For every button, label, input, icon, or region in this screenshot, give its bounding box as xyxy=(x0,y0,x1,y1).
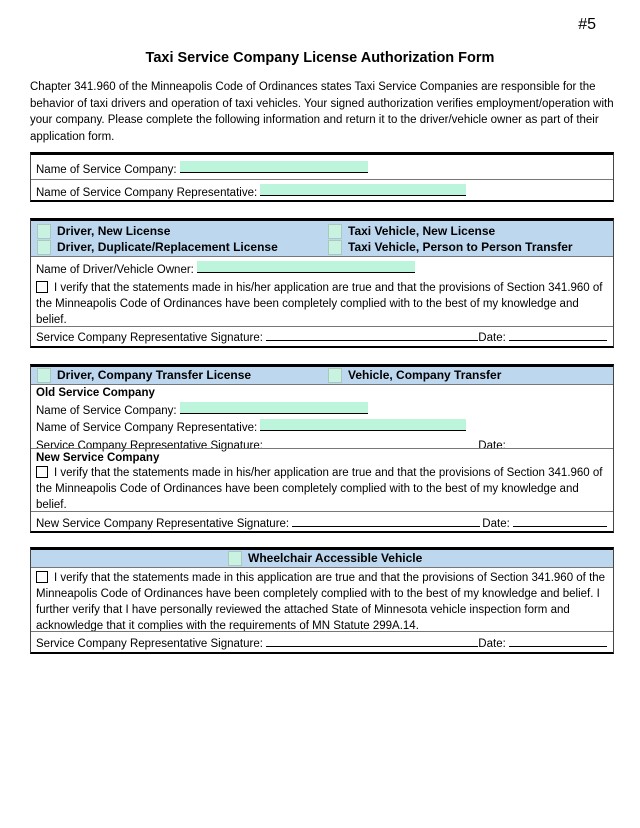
new-verify-row xyxy=(36,465,608,513)
signature-row xyxy=(31,326,613,345)
owner-name-field[interactable] xyxy=(197,261,415,273)
option-vehicle-transfer xyxy=(328,240,573,255)
old-rep-name-label: Name of Service Company Representative: xyxy=(36,422,258,434)
representative-name-row xyxy=(31,179,613,202)
verify-row xyxy=(31,278,613,326)
new-company-heading: New Service Company xyxy=(36,452,160,464)
company-transfer-header xyxy=(31,367,613,384)
wheelchair-verify-text: I verify that the statements made in this application are true and that the provisions of Section 341.960 of the Minneapolis Code of Ordinances have been completely complied with to the best of my knowledge and belief. I further verify that I have personally reviewed the attached State of Minnesota vehicle inspection form and acknowledge that it complies with the requirements of MN Statute 299A.14. xyxy=(36,572,606,632)
wheelchair-label: Wheelchair Accessible Vehicle xyxy=(248,551,423,565)
driver-company-transfer-label: Driver, Company Transfer License xyxy=(57,368,252,382)
license-type-header xyxy=(31,221,613,256)
vehicle-transfer-checkbox[interactable] xyxy=(328,240,342,255)
wheelchair-header xyxy=(31,550,613,567)
new-signature-label: New Service Company Representative Signature: xyxy=(36,518,290,530)
old-company-name-field[interactable] xyxy=(180,402,368,414)
owner-name-label: Name of Driver/Vehicle Owner: xyxy=(36,264,194,276)
option-driver-new xyxy=(37,224,170,239)
wheelchair-checkbox[interactable] xyxy=(228,551,242,566)
verify-checkbox[interactable] xyxy=(36,281,48,293)
service-company-section xyxy=(30,152,614,202)
old-company-name-label: Name of Service Company: xyxy=(36,404,177,417)
wheelchair-section xyxy=(30,547,614,654)
new-signature-field[interactable] xyxy=(292,515,480,527)
vehicle-company-transfer-label: Vehicle, Company Transfer xyxy=(348,368,502,382)
new-signature-row xyxy=(31,511,613,531)
wheelchair-date-group xyxy=(478,632,607,656)
option-vehicle-company-transfer xyxy=(328,367,501,384)
signature-label: Service Company Representative Signature: xyxy=(36,332,263,344)
driver-new-checkbox[interactable] xyxy=(37,224,51,239)
driver-company-transfer-checkbox[interactable] xyxy=(37,368,51,383)
verify-text: I verify that the statements made in his/her application are true and that the provisions of Section 341.960 of the Minneapolis Code of Ordinances have been completely complied with to the best of my knowledge and belief. xyxy=(36,282,603,326)
old-company-heading: Old Service Company xyxy=(36,387,155,399)
vehicle-company-transfer-checkbox[interactable] xyxy=(328,368,342,383)
intro-paragraph: Chapter 341.960 of the Minneapolis Code of Ordinances states Taxi Service Companies are responsible for the behavior of taxi drivers and operation of taxi vehicles. Your signed authorization verifies employment/operation with your company. Please complete the following information and return it to the driver/vehicle owner as part of their application form. xyxy=(30,81,614,143)
old-company-block xyxy=(31,384,613,452)
wheelchair-verify-checkbox[interactable] xyxy=(36,571,48,583)
driver-duplicate-checkbox[interactable] xyxy=(37,240,51,255)
wheelchair-signature-label: Service Company Representative Signature: xyxy=(36,638,263,650)
new-company-block xyxy=(31,448,613,511)
company-name-label: Name of Service Company: xyxy=(36,164,177,176)
owner-name-row xyxy=(31,256,613,278)
driver-duplicate-label: Driver, Duplicate/Replacement License xyxy=(57,240,278,254)
date-field[interactable] xyxy=(509,329,607,341)
company-name-row xyxy=(31,155,613,179)
old-rep-name-field[interactable] xyxy=(260,419,466,431)
new-verify-text: I verify that the statements made in his/her application are true and that the provisions of Section 341.960 of the Minneapolis Code of Ordinances have been completely complied with to the best of my knowledge and belief. xyxy=(36,467,603,511)
company-transfer-section xyxy=(30,364,614,533)
form-title: Taxi Service Company License Authorization Form xyxy=(145,50,495,66)
wheelchair-signature-row xyxy=(31,631,613,652)
option-driver-company-transfer xyxy=(37,367,251,384)
old-signature-label: Service Company Representative Signature: xyxy=(36,439,263,452)
old-date-field[interactable] xyxy=(509,437,607,449)
option-driver-duplicate xyxy=(37,240,278,255)
option-wheelchair xyxy=(228,550,422,567)
vehicle-new-checkbox[interactable] xyxy=(328,224,342,239)
wheelchair-signature-field[interactable] xyxy=(266,635,478,647)
page-number: #5 xyxy=(578,16,596,33)
new-date-label: Date: xyxy=(482,518,510,530)
representative-name-label: Name of Service Company Representative: xyxy=(36,187,258,199)
wheelchair-date-label: Date: xyxy=(478,638,506,650)
old-date-label: Date: xyxy=(478,439,506,452)
new-date-group xyxy=(482,512,607,536)
wheelchair-verify-row xyxy=(31,567,613,631)
date-group xyxy=(478,327,607,349)
new-verify-checkbox[interactable] xyxy=(36,466,48,478)
wheelchair-date-field[interactable] xyxy=(509,635,607,647)
option-vehicle-new xyxy=(328,224,495,239)
old-company-name-row xyxy=(36,402,608,420)
signature-field[interactable] xyxy=(266,329,478,341)
new-date-field[interactable] xyxy=(513,515,607,527)
vehicle-new-label: Taxi Vehicle, New License xyxy=(348,224,496,238)
representative-name-field[interactable] xyxy=(260,184,466,196)
driver-new-label: Driver, New License xyxy=(57,224,171,238)
company-name-field[interactable] xyxy=(180,161,368,173)
old-signature-field[interactable] xyxy=(266,437,478,449)
date-label: Date: xyxy=(478,332,506,344)
old-rep-name-row xyxy=(36,419,608,437)
vehicle-transfer-label: Taxi Vehicle, Person to Person Transfer xyxy=(348,240,573,254)
license-type-section xyxy=(30,218,614,348)
